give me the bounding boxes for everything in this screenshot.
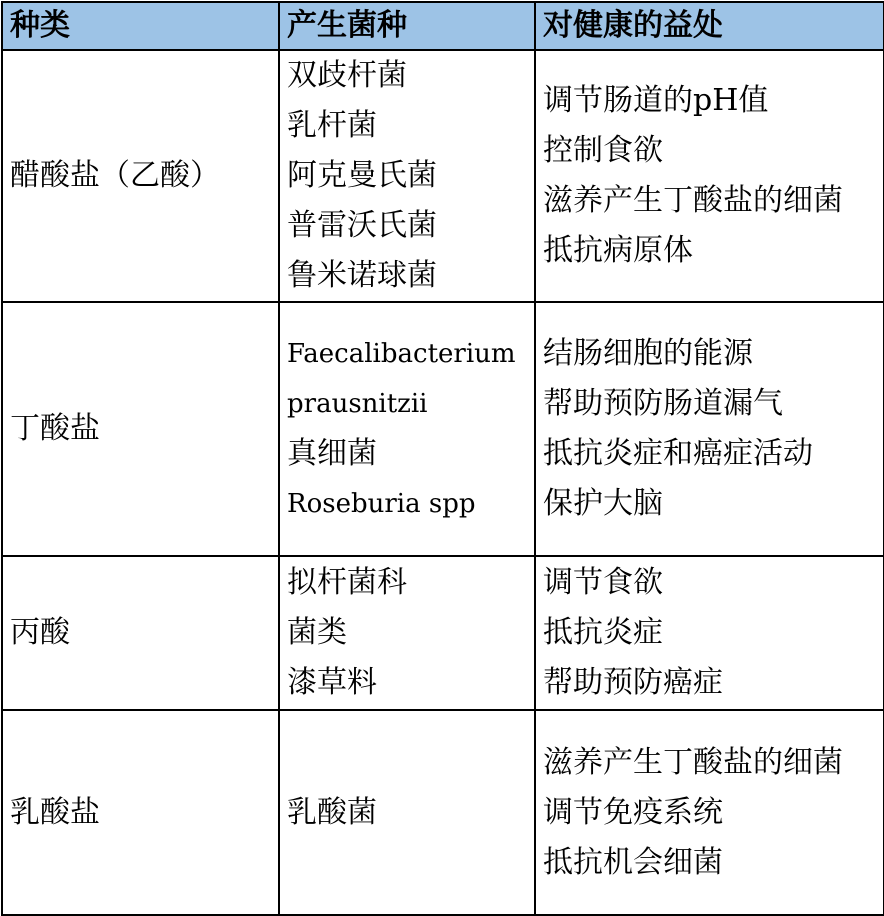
- benefit-item: 保护大脑: [543, 486, 663, 521]
- benefit-item: 调节免疫系统: [543, 794, 723, 830]
- bacteria-item: Faecalibacterium: [287, 339, 516, 369]
- header-type: 种类: [2, 2, 279, 50]
- bacteria-item: 阿克曼氏菌: [287, 158, 437, 193]
- bacteria-item: 拟杆菌科: [287, 565, 407, 600]
- benefit-item: 调节肠道的pH值: [543, 83, 769, 118]
- benefit-item: 结肠细胞的能源: [543, 336, 753, 371]
- header-bacteria: 产生菌种: [279, 2, 535, 50]
- scfa-table: [1, 1, 884, 916]
- type-label: 乳酸盐: [10, 794, 100, 830]
- benefit-item: 帮助预防癌症: [543, 665, 723, 700]
- bacteria-item: 乳杆菌: [287, 108, 377, 143]
- bacteria-item: prausnitzii: [287, 389, 428, 419]
- type-cell: [2, 556, 279, 710]
- bacteria-item: 双歧杆菌: [287, 58, 407, 93]
- table-row: [2, 302, 884, 556]
- benefit-item: 控制食欲: [543, 133, 663, 168]
- benefits-cell: [535, 302, 884, 556]
- benefits-cell: [535, 710, 884, 915]
- bacteria-item: 普雷沃氏菌: [287, 208, 437, 243]
- bacteria-item: 鲁米诺球菌: [287, 258, 437, 293]
- benefit-item: 调节食欲: [543, 565, 663, 600]
- header-benefits: 对健康的益处: [535, 2, 884, 50]
- bacteria-item: 菌类: [287, 615, 347, 650]
- benefit-item: 抵抗病原体: [543, 233, 693, 268]
- type-cell: [2, 50, 279, 302]
- benefits-cell: [535, 50, 884, 302]
- bacteria-item: 漆草料: [287, 665, 377, 700]
- bacteria-cell: [279, 50, 535, 302]
- table-row: [2, 50, 884, 302]
- bacteria-item: 乳酸菌: [287, 794, 377, 830]
- table-row: [2, 556, 884, 710]
- bacteria-cell: [279, 302, 535, 556]
- header-row: [2, 2, 884, 50]
- bacteria-item: 真细菌: [287, 436, 377, 471]
- bacteria-cell: [279, 710, 535, 915]
- bacteria-cell: [279, 556, 535, 710]
- benefit-item: 滋养产生丁酸盐的细菌: [543, 183, 843, 218]
- type-label: 醋酸盐（乙酸）: [10, 158, 220, 193]
- benefit-item: 抵抗炎症和癌症活动: [543, 436, 813, 471]
- type-cell: [2, 302, 279, 556]
- type-label: 丙酸: [10, 615, 70, 650]
- type-label: 丁酸盐: [10, 411, 100, 446]
- type-cell: [2, 710, 279, 915]
- bacteria-item: Roseburia spp: [287, 489, 476, 519]
- benefit-item: 滋养产生丁酸盐的细菌: [543, 744, 843, 780]
- benefits-cell: [535, 556, 884, 710]
- benefit-item: 帮助预防肠道漏气: [543, 386, 783, 421]
- table-row: [2, 710, 884, 915]
- benefit-item: 抵抗机会细菌: [543, 844, 723, 880]
- benefit-item: 抵抗炎症: [543, 615, 663, 650]
